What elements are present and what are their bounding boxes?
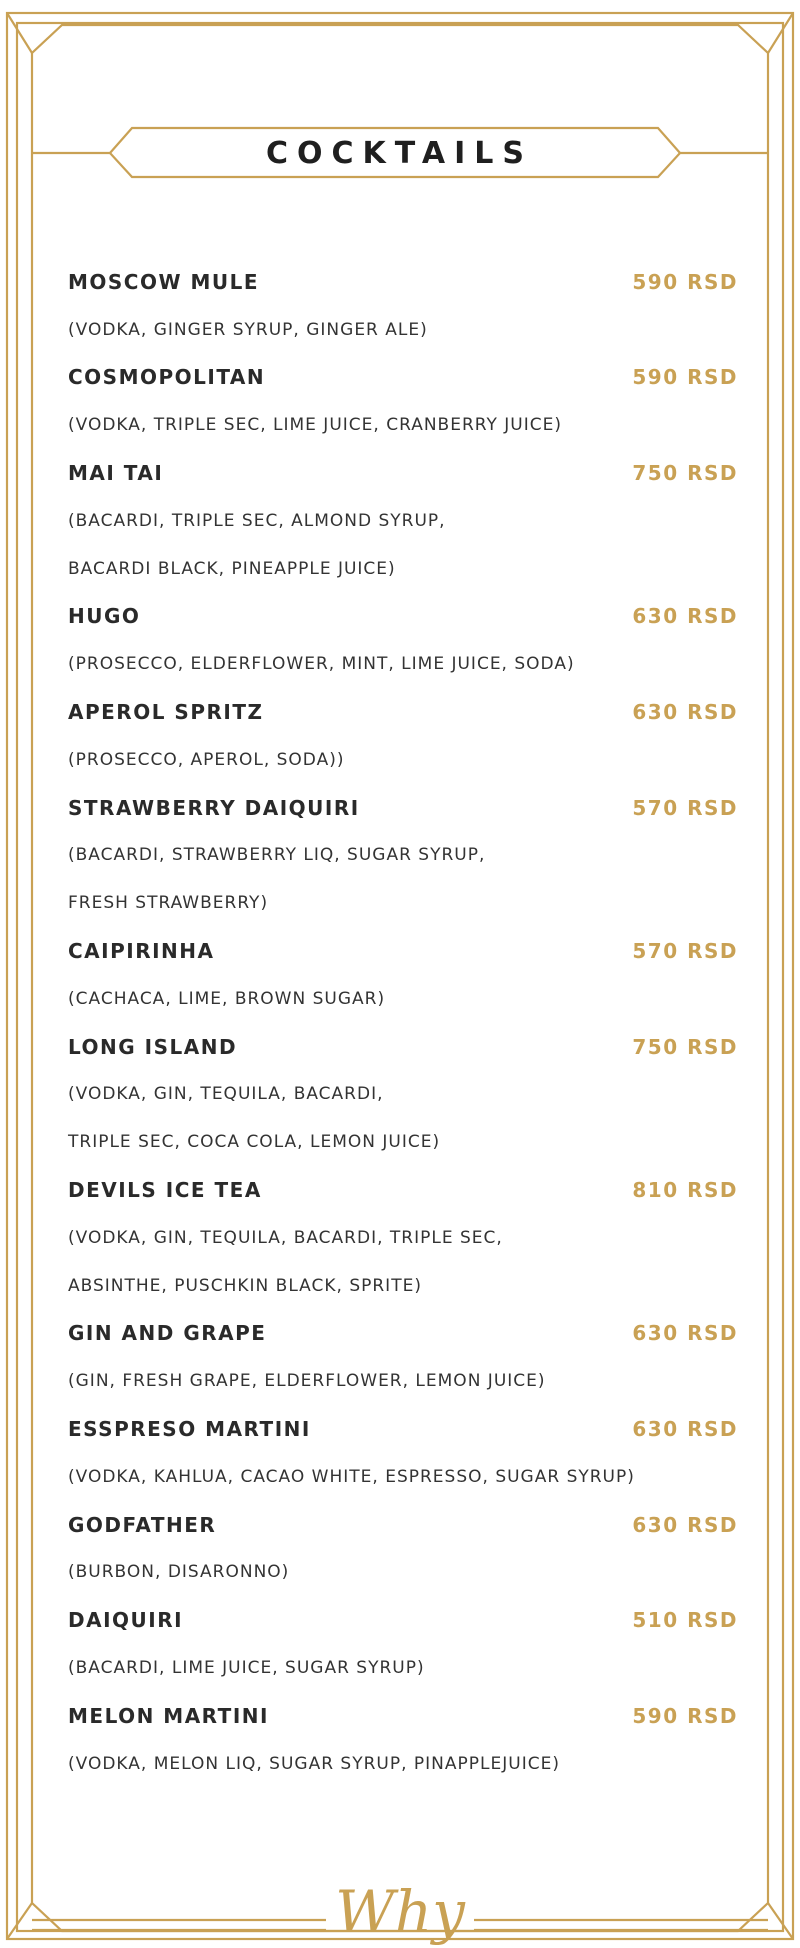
item-price: 590 RSD [632, 269, 738, 294]
item-description-line [68, 1214, 730, 1262]
item-price: 630 RSD [632, 1512, 738, 1537]
item-description-line [68, 1118, 730, 1166]
item-description: (PROSECCO, ELDERFLOWER, MINT, LIME JUICE, SODA) [68, 654, 575, 675]
menu-item-row [68, 1596, 738, 1644]
item-name: DEVILS ICE TEA [68, 1178, 262, 1203]
menu-item-row [68, 784, 738, 832]
item-description: (VODKA, GIN, TEQUILA, BACARDI, [68, 1084, 384, 1105]
item-name: APEROL SPRITZ [68, 700, 264, 725]
menu-title: COCKTAILS [265, 135, 534, 171]
item-description: (GIN, FRESH GRAPE, ELDERFLOWER, LEMON JUICE) [68, 1371, 546, 1392]
item-description-line [68, 975, 730, 1023]
item-description-line [68, 736, 730, 784]
item-price: 630 RSD [632, 1321, 738, 1346]
logo-text: Why [335, 1878, 465, 1946]
item-price: 630 RSD [632, 700, 738, 725]
menu-item-row [68, 927, 738, 975]
item-description: (VODKA, KAHLUA, CACAO WHITE, ESPRESSO, SUGAR SYRUP) [68, 1466, 635, 1487]
item-description: BACARDI BLACK, PINEAPPLE JUICE) [68, 558, 396, 579]
item-description: (CACHACA, LIME, BROWN SUGAR) [68, 988, 386, 1009]
item-price: 510 RSD [632, 1608, 738, 1633]
item-description-line [68, 1549, 730, 1597]
item-description: (BURBON, DISARONNO) [68, 1562, 290, 1583]
item-description: ABSINTHE, PUSCHKIN BLACK, SPRITE) [68, 1275, 422, 1296]
title-banner [110, 125, 680, 181]
item-name: DAIQUIRI [68, 1608, 184, 1633]
item-description-line [68, 1357, 730, 1405]
item-name: ESSPRESO MARTINI [68, 1417, 311, 1442]
item-description-line [68, 832, 730, 880]
item-description: (VODKA, TRIPLE SEC, LIME JUICE, CRANBERRY JUICE) [68, 415, 562, 436]
item-price: 590 RSD [632, 1703, 738, 1728]
item-name: GIN AND GRAPE [68, 1321, 267, 1346]
menu-item-row [68, 449, 738, 497]
item-name: LONG ISLAND [68, 1034, 238, 1059]
menu-item-row [68, 1692, 738, 1740]
item-description: (VODKA, GIN, TEQUILA, BACARDI, TRIPLE SEC, [68, 1227, 503, 1248]
item-description-line [68, 1071, 730, 1119]
item-price: 810 RSD [632, 1178, 738, 1203]
menu-item-row [68, 258, 738, 306]
item-description-line [68, 497, 730, 545]
item-description: (BACARDI, TRIPLE SEC, ALMOND SYRUP, [68, 510, 446, 531]
item-description: (BACARDI, LIME JUICE, SUGAR SYRUP) [68, 1658, 425, 1678]
item-description-line [68, 401, 730, 449]
item-description-line [68, 1453, 730, 1501]
item-name: MAI TAI [68, 461, 164, 486]
item-description: FRESH STRAWBERRY) [68, 893, 269, 914]
menu-item-row [68, 1310, 738, 1358]
item-description: (VODKA, MELON LIQ, SUGAR SYRUP, PINAPPLEJUICE) [68, 1753, 560, 1774]
item-description-line [68, 1740, 730, 1788]
item-price: 570 RSD [632, 795, 738, 820]
item-price: 750 RSD [632, 461, 738, 486]
item-description-line [68, 1644, 730, 1692]
item-name: STRAWBERRY DAIQUIRI [68, 795, 360, 820]
item-name: CAIPIRINHA [68, 939, 215, 964]
item-price: 590 RSD [632, 365, 738, 390]
item-name: MOSCOW MULE [68, 269, 260, 294]
item-description: (PROSECCO, APEROL, SODA)) [68, 749, 345, 770]
item-name: COSMOPOLITAN [68, 365, 266, 390]
item-description-line [68, 1262, 730, 1310]
item-price: 570 RSD [632, 939, 738, 964]
item-name: GODFATHER [68, 1512, 217, 1537]
menu-item-row [68, 1166, 738, 1214]
item-price: 630 RSD [632, 604, 738, 629]
menu-item-row [68, 688, 738, 736]
item-price: 630 RSD [632, 1417, 738, 1442]
item-price: 750 RSD [632, 1034, 738, 1059]
menu-item-row [68, 1501, 738, 1549]
item-description-line [68, 879, 730, 927]
menu-item-row [68, 354, 738, 402]
item-description-line [68, 640, 730, 688]
menu-item-row [68, 1023, 738, 1071]
cocktail-menu-list [68, 258, 738, 1788]
item-description: (BACARDI, STRAWBERRY LIQ, SUGAR SYRUP, [68, 845, 486, 866]
why-logo [335, 1862, 465, 1948]
item-description: (VODKA, GINGER SYRUP, GINGER ALE) [68, 319, 428, 340]
item-name: MELON MARTINI [68, 1703, 269, 1728]
item-description-line [68, 306, 730, 354]
menu-item-row [68, 1405, 738, 1453]
item-description-line [68, 545, 730, 593]
menu-item-row [68, 593, 738, 641]
item-name: HUGO [68, 604, 141, 629]
item-description: TRIPLE SEC, COCA COLA, LEMON JUICE) [68, 1132, 441, 1153]
